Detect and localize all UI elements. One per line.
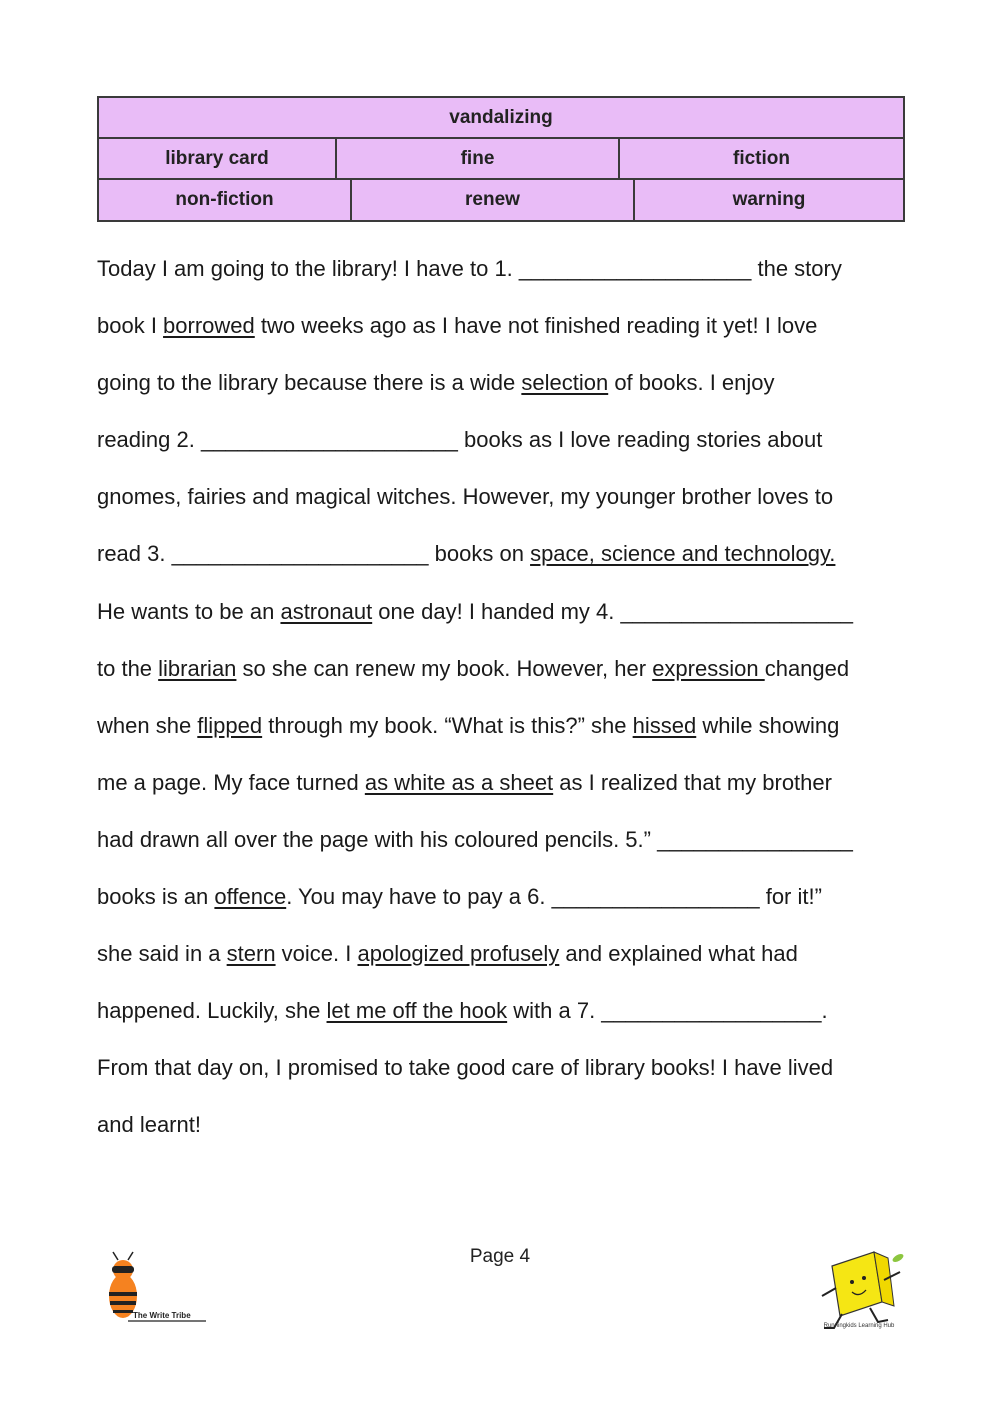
- word-bank-cell: vandalizing: [449, 106, 553, 128]
- passage-line: [97, 354, 909, 411]
- passage-text: while showing: [696, 712, 840, 738]
- passage-text: so she can renew my book. However, her: [236, 655, 653, 681]
- word-bank-cell: fiction: [733, 147, 790, 169]
- word-bank-row-2: [99, 139, 903, 180]
- passage-text: one day! I handed my 4. ___________________: [372, 598, 853, 624]
- passage-text: read 3. _____________________ books on: [97, 541, 531, 567]
- passage-line: [97, 982, 909, 1039]
- passage-text: happened. Luckily, she: [97, 998, 327, 1024]
- word-bank-cell: library card: [99, 139, 337, 178]
- passage-text: she said in a: [97, 941, 227, 967]
- passage-text: me a page. My face turned: [97, 769, 365, 795]
- word-bank-cell: warning: [732, 189, 806, 210]
- passage-text: gnomes, fairies and magical witches. However, my younger brother loves to: [97, 484, 834, 510]
- underlined-word: flipped: [197, 712, 263, 738]
- passage-text: had drawn all over the page with his coloured pencils. 5.” ________________: [97, 826, 853, 852]
- passage-line: [97, 468, 909, 525]
- passage-line: [97, 640, 909, 697]
- brand-left-label: The Write Tribe: [133, 1311, 191, 1320]
- story-passage: [97, 240, 909, 1154]
- underlined-word: let me off the hook: [326, 998, 508, 1024]
- passage-text: when she: [97, 712, 198, 738]
- passage-line: [97, 240, 909, 297]
- word-bank-row-1: [99, 98, 903, 139]
- passage-text: of books. I enjoy: [608, 370, 775, 396]
- passage-line: [97, 811, 909, 868]
- passage-text: through my book. “What is this?” she: [262, 712, 633, 738]
- passage-line: [97, 925, 909, 982]
- passage-text: . You may have to pay a 6. _________________ for it!”: [286, 884, 822, 910]
- word-bank-row-3: [99, 180, 903, 220]
- underlined-word: as white as a sheet: [364, 769, 554, 795]
- passage-text: Today I am going to the library! I have to 1. ___________________ the story: [97, 256, 842, 281]
- passage-text: From that day on, I promised to take good care of library books! I have lived: [97, 1055, 834, 1081]
- underlined-word: astronaut: [280, 598, 373, 624]
- passage-line: [97, 1039, 909, 1096]
- passage-text: and learnt!: [97, 1112, 201, 1138]
- underlined-word: selection: [521, 370, 609, 396]
- underlined-word: space, science and technology.: [530, 541, 836, 567]
- underlined-word: offence: [214, 884, 287, 910]
- underlined-word: borrowed: [163, 313, 255, 339]
- passage-line: [97, 697, 909, 754]
- passage-line: [97, 868, 909, 925]
- passage-text: changed: [764, 655, 850, 681]
- word-bank-cell: non-fiction: [99, 180, 352, 220]
- passage-line: [97, 297, 909, 354]
- passage-text: with a 7. __________________.: [507, 998, 828, 1024]
- passage-text: He wants to be an: [97, 598, 281, 624]
- passage-text: two weeks ago as I have not finished reading it yet! I love: [254, 313, 818, 339]
- underlined-word: expression: [652, 655, 765, 681]
- underlined-word: librarian: [158, 655, 237, 681]
- passage-text: to the: [97, 655, 159, 681]
- word-bank-table: [97, 96, 905, 222]
- passage-text: going to the library because there is a wide: [97, 370, 522, 396]
- page-number: Page 4: [469, 1246, 531, 1267]
- passage-text: books is an: [97, 884, 215, 910]
- passage-line: [97, 411, 909, 468]
- passage-text: reading 2. _____________________ books as I love reading stories about: [97, 427, 823, 453]
- passage-text: and explained what had: [559, 941, 798, 967]
- passage-line: [97, 525, 909, 582]
- passage-line: [97, 583, 909, 640]
- underlined-word: stern: [226, 941, 276, 967]
- word-bank-cell: fine: [337, 139, 620, 178]
- passage-text: voice. I: [275, 941, 358, 967]
- brand-right-label: Runningkids Learning Hub: [823, 1323, 895, 1329]
- passage-line: [97, 754, 909, 811]
- passage-line: [97, 1096, 909, 1153]
- underlined-word: hissed: [632, 712, 697, 738]
- passage-text: as I realized that my brother: [553, 769, 832, 795]
- passage-text: book I: [97, 313, 164, 339]
- word-bank-cell: renew: [352, 180, 635, 220]
- underlined-word: apologized profusely: [357, 941, 560, 967]
